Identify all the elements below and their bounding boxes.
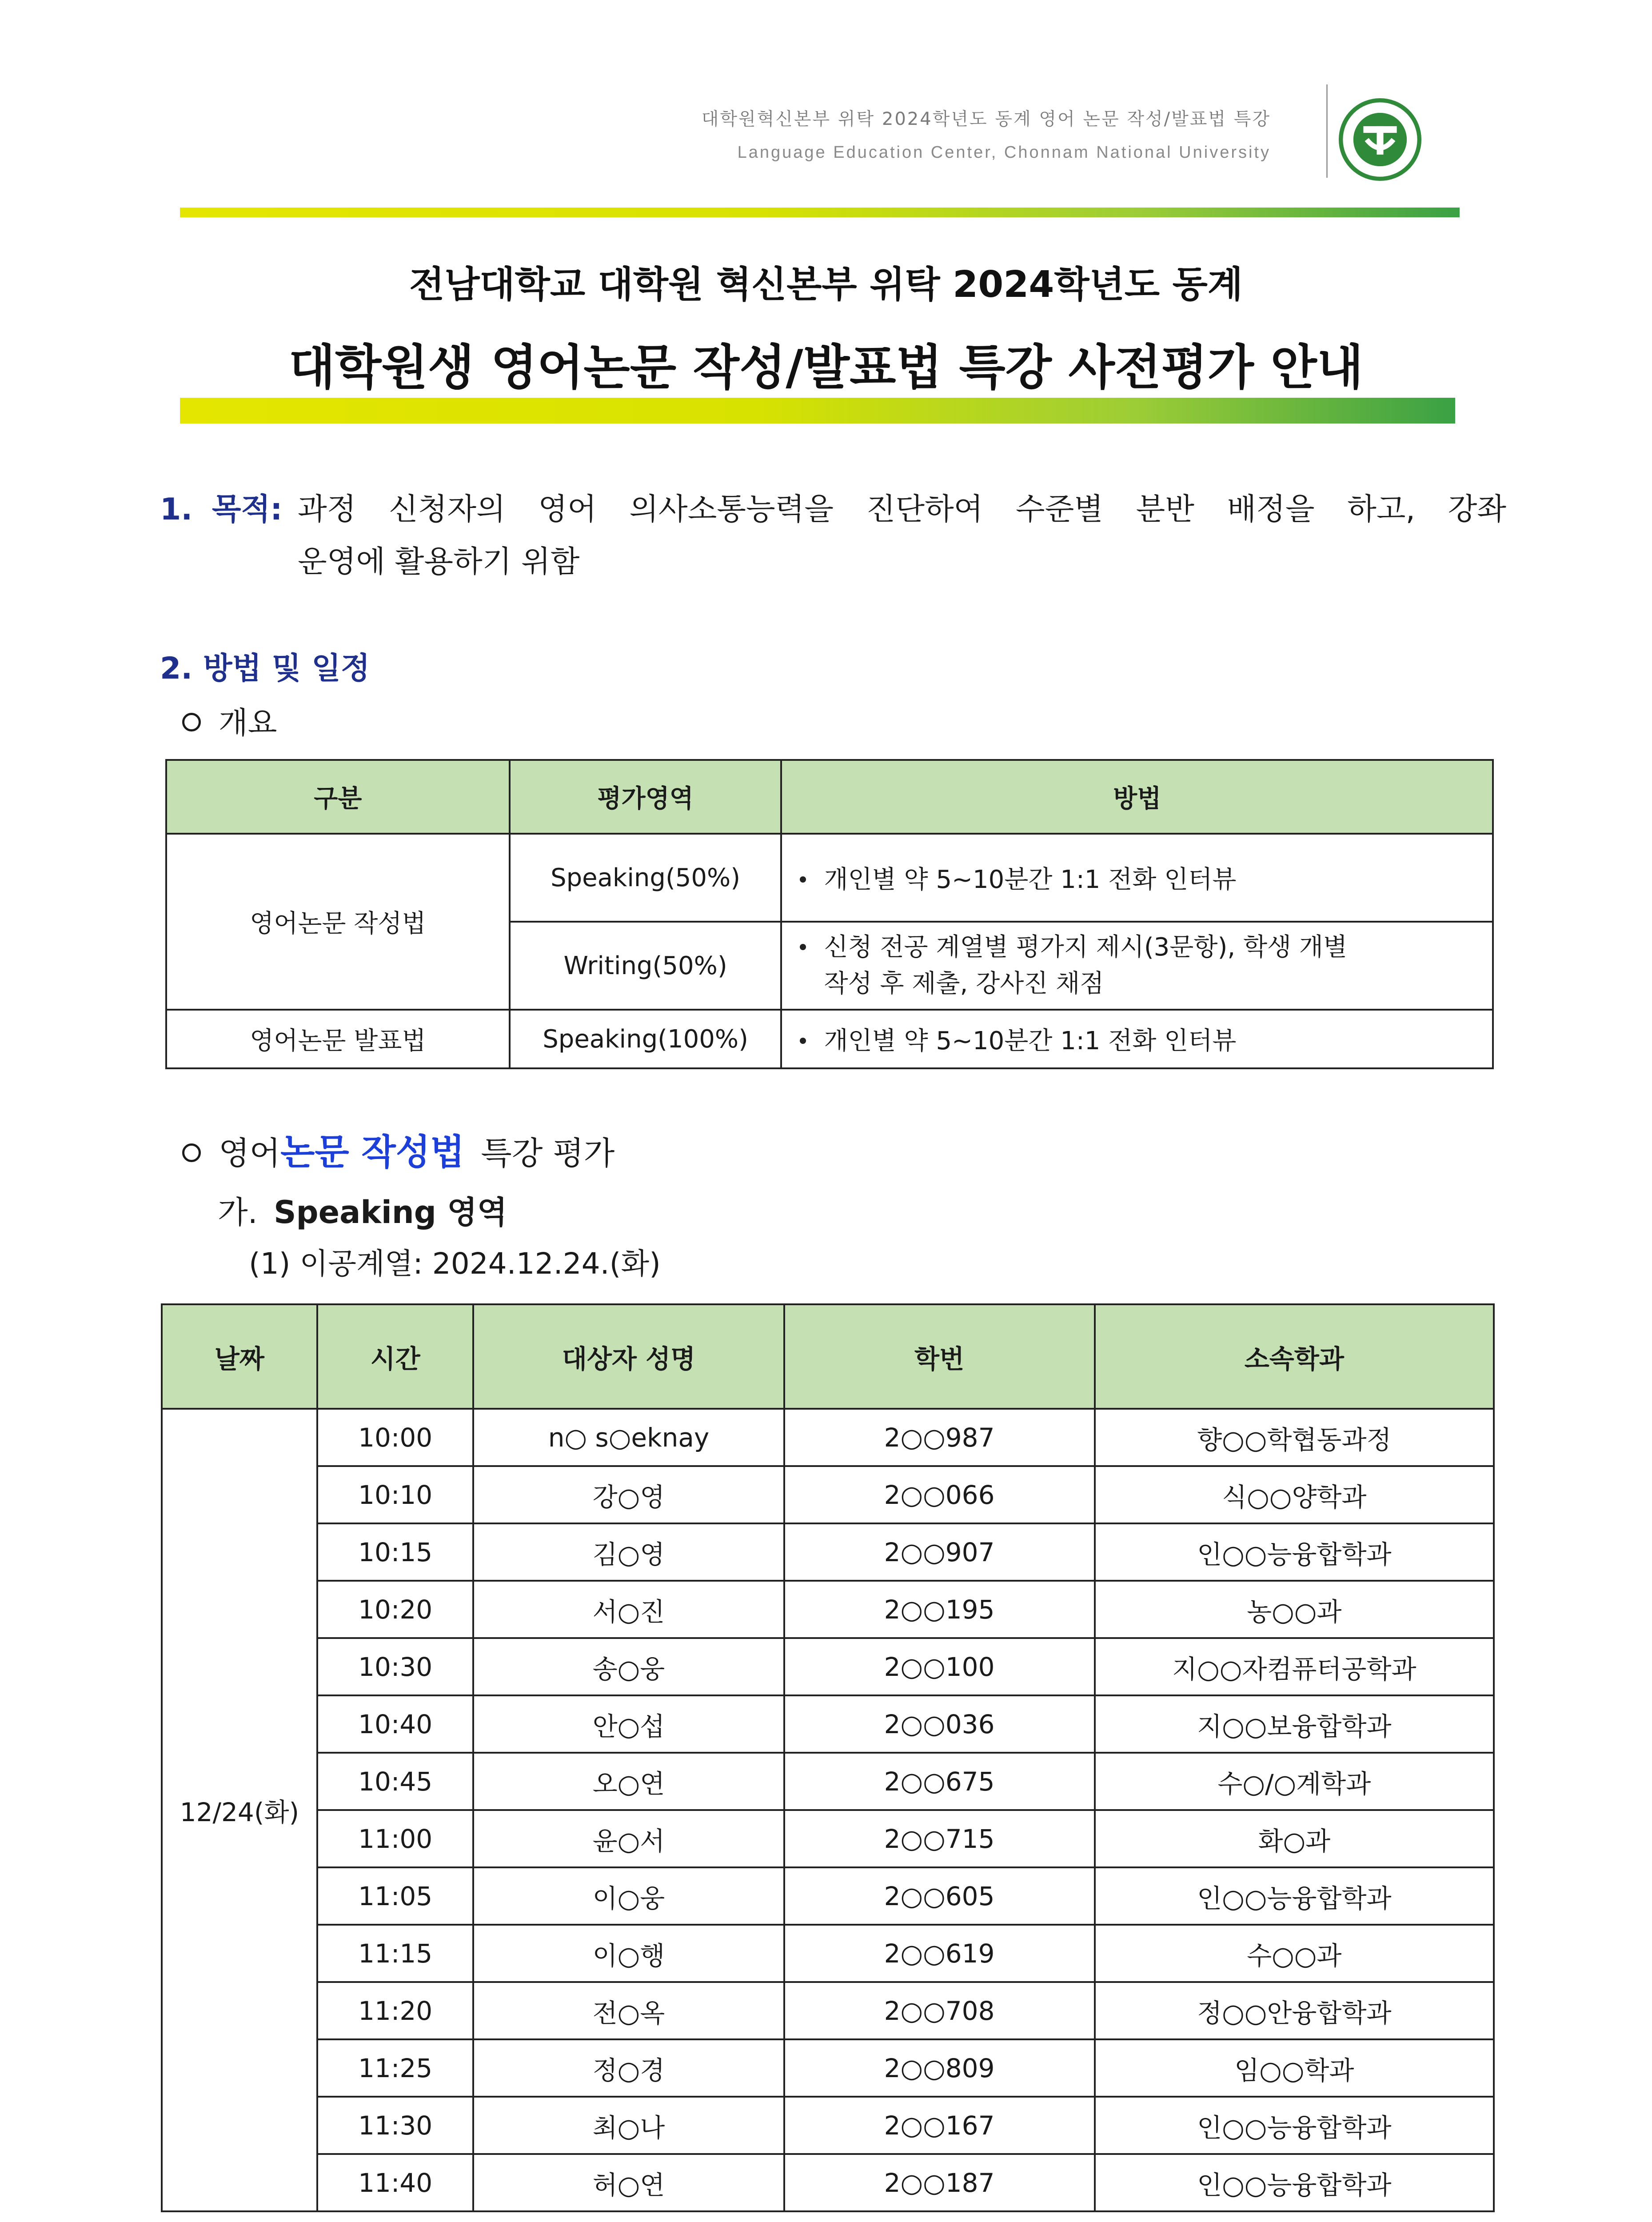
schedule-time-cell: 11:20 — [317, 1982, 474, 2039]
schedule-id-cell: 2○○675 — [784, 1753, 1095, 1810]
header-subtitle: Language Education Center, Chonnam National University — [737, 143, 1271, 162]
schedule-time-cell: 11:00 — [317, 1810, 474, 1867]
table-row — [162, 2039, 1494, 2097]
writing-eval-heading: 영어논문 작성법 특강 평가 — [182, 1123, 615, 1175]
table-row — [162, 1581, 1494, 1638]
schedule-name-cell: 전○옥 — [473, 1982, 784, 2039]
schedule-dept-cell: 임○○학과 — [1095, 2039, 1494, 2097]
schedule-id-cell: 2○○066 — [784, 1466, 1095, 1523]
table-row — [162, 1753, 1494, 1810]
table-row — [162, 1810, 1494, 1867]
overview-area: Speaking(100%) — [510, 1010, 782, 1068]
schedule-table — [161, 1303, 1495, 2212]
overview-header-category: 구분 — [166, 760, 510, 834]
bullet-dot-icon — [800, 944, 806, 950]
schedule-id-cell: 2○○036 — [784, 1695, 1095, 1753]
section1-number: 1. — [160, 492, 193, 527]
schedule-name-cell: 오○연 — [473, 1753, 784, 1810]
circle-bullet-icon — [182, 1143, 201, 1162]
table-row — [162, 2097, 1494, 2154]
overview-label — [182, 699, 277, 742]
schedule-id-cell: 2○○619 — [784, 1925, 1095, 1982]
schedule-time-cell: 11:05 — [317, 1867, 474, 1925]
schedule-dept-cell: 향○○학협동과정 — [1095, 1409, 1494, 1466]
schedule-id-cell: 2○○907 — [784, 1523, 1095, 1581]
schedule-name-cell: 이○행 — [473, 1925, 784, 1982]
schedule-id-cell: 2○○708 — [784, 1982, 1095, 2039]
schedule-dept-cell: 지○○자컴퓨터공학과 — [1095, 1638, 1494, 1695]
schedule-header-time: 시간 — [317, 1304, 474, 1409]
schedule-name-cell: n○ s○eknay — [473, 1409, 784, 1466]
overview-header-area: 평가영역 — [510, 760, 782, 834]
schedule-name-cell: 이○웅 — [473, 1867, 784, 1925]
schedule-dept-cell: 지○○보융합학과 — [1095, 1695, 1494, 1753]
schedule-id-cell: 2○○100 — [784, 1638, 1095, 1695]
university-logo-icon — [1338, 98, 1422, 181]
overview-category-writing: 영어논문 작성법 — [166, 834, 510, 1010]
page-title-line1: 전남대학교 대학원 혁신본부 위탁 2024학년도 동계 — [409, 264, 1243, 306]
schedule-dept-cell: 수○/○계학과 — [1095, 1753, 1494, 1810]
bullet-dot-icon — [800, 876, 806, 883]
schedule-name-cell: 정○경 — [473, 2039, 784, 2097]
schedule-name-cell: 강○영 — [473, 1466, 784, 1523]
schedule-name-cell: 최○나 — [473, 2097, 784, 2154]
schedule-dept-cell: 정○○안융합학과 — [1095, 1982, 1494, 2039]
table-row — [162, 1523, 1494, 1581]
overview-method: 개인별 약 5~10분간 1:1 전화 인터뷰 — [781, 1010, 1493, 1068]
overview-header-method: 방법 — [781, 760, 1493, 834]
schedule-id-cell: 2○○195 — [784, 1581, 1095, 1638]
schedule-name-cell: 서○진 — [473, 1581, 784, 1638]
overview-method: 개인별 약 5~10분간 1:1 전화 인터뷰 — [781, 834, 1493, 922]
bullet-dot-icon — [800, 1038, 806, 1044]
table-row — [162, 1695, 1494, 1753]
table-row — [162, 2154, 1494, 2211]
schedule-time-cell: 10:15 — [317, 1523, 474, 1581]
writing-eval-highlight: 논문 작성법 — [280, 1131, 465, 1173]
schedule-dept-cell: 화○과 — [1095, 1810, 1494, 1867]
header-divider — [1326, 84, 1328, 178]
title-color-bar — [180, 398, 1455, 424]
schedule-dept-cell: 수○○과 — [1095, 1925, 1494, 1982]
circle-bullet-icon — [182, 713, 201, 731]
section1-heading — [160, 485, 282, 528]
header-color-bar — [180, 208, 1460, 217]
table-row — [162, 1867, 1494, 1925]
schedule-time-cell: 11:15 — [317, 1925, 474, 1982]
table-row — [162, 1638, 1494, 1695]
table-row — [162, 1409, 1494, 1466]
engineering-date-heading: (1) 이공계열: 2024.12.24.(화) — [249, 1247, 661, 1281]
schedule-id-cell: 2○○809 — [784, 2039, 1095, 2097]
overview-area: Writing(50%) — [510, 922, 782, 1010]
section1-text-line1: 과정 신청자의 영어 의사소통능력을 진단하여 수준별 분반 배정을 하고, 강좌 — [298, 492, 1506, 527]
schedule-header-id: 학번 — [784, 1304, 1095, 1409]
table-row — [162, 1466, 1494, 1523]
schedule-dept-cell: 식○○양학과 — [1095, 1466, 1494, 1523]
schedule-dept-cell: 인○○능융합학과 — [1095, 1523, 1494, 1581]
schedule-time-cell: 10:20 — [317, 1581, 474, 1638]
schedule-dept-cell: 농○○과 — [1095, 1581, 1494, 1638]
table-row — [162, 1925, 1494, 1982]
schedule-id-cell: 2○○187 — [784, 2154, 1095, 2211]
schedule-id-cell: 2○○987 — [784, 1409, 1095, 1466]
schedule-time-cell: 11:25 — [317, 2039, 474, 2097]
schedule-id-cell: 2○○167 — [784, 2097, 1095, 2154]
schedule-time-cell: 11:30 — [317, 2097, 474, 2154]
schedule-time-cell: 11:40 — [317, 2154, 474, 2211]
schedule-dept-cell: 인○○능융합학과 — [1095, 1867, 1494, 1925]
header-title: 대학원혁신본부 위탁 2024학년도 동계 영어 논문 작성/발표법 특강 — [701, 109, 1271, 129]
schedule-header-dept: 소속학과 — [1095, 1304, 1494, 1409]
table-row — [162, 1982, 1494, 2039]
page-title-line2: 대학원생 영어논문 작성/발표법 특강 사전평가 안내 — [288, 340, 1364, 396]
schedule-time-cell: 10:40 — [317, 1695, 474, 1753]
schedule-time-cell: 10:45 — [317, 1753, 474, 1810]
schedule-name-cell: 윤○서 — [473, 1810, 784, 1867]
schedule-time-cell: 10:30 — [317, 1638, 474, 1695]
overview-table — [165, 759, 1494, 1069]
overview-text: 개요 — [219, 706, 277, 741]
schedule-dept-cell: 인○○능융합학과 — [1095, 2097, 1494, 2154]
schedule-dept-cell: 인○○능융합학과 — [1095, 2154, 1494, 2211]
section2-heading: 2. 방법 및 일정 — [160, 651, 370, 686]
schedule-header-date: 날짜 — [162, 1304, 317, 1409]
overview-category-presentation: 영어논문 발표법 — [166, 1010, 510, 1068]
schedule-name-cell: 송○웅 — [473, 1638, 784, 1695]
section1-label: 목적: — [211, 492, 283, 527]
schedule-date-cell: 12/24(화) — [162, 1409, 317, 2211]
schedule-header-name: 대상자 성명 — [473, 1304, 784, 1409]
schedule-name-cell: 안○섭 — [473, 1695, 784, 1753]
schedule-id-cell: 2○○715 — [784, 1810, 1095, 1867]
overview-method: 신청 전공 계열별 평가지 제시(3문항), 학생 개별 작성 후 제출, 강사진 채점 — [781, 922, 1493, 1010]
schedule-time-cell: 10:00 — [317, 1409, 474, 1466]
schedule-name-cell: 김○영 — [473, 1523, 784, 1581]
section1-text-line2: 운영에 활용하기 위함 — [298, 544, 580, 579]
overview-area: Speaking(50%) — [510, 834, 782, 922]
schedule-name-cell: 허○연 — [473, 2154, 784, 2211]
speaking-area-heading: 가. Speaking 영역 — [218, 1194, 507, 1231]
schedule-id-cell: 2○○605 — [784, 1867, 1095, 1925]
schedule-time-cell: 10:10 — [317, 1466, 474, 1523]
